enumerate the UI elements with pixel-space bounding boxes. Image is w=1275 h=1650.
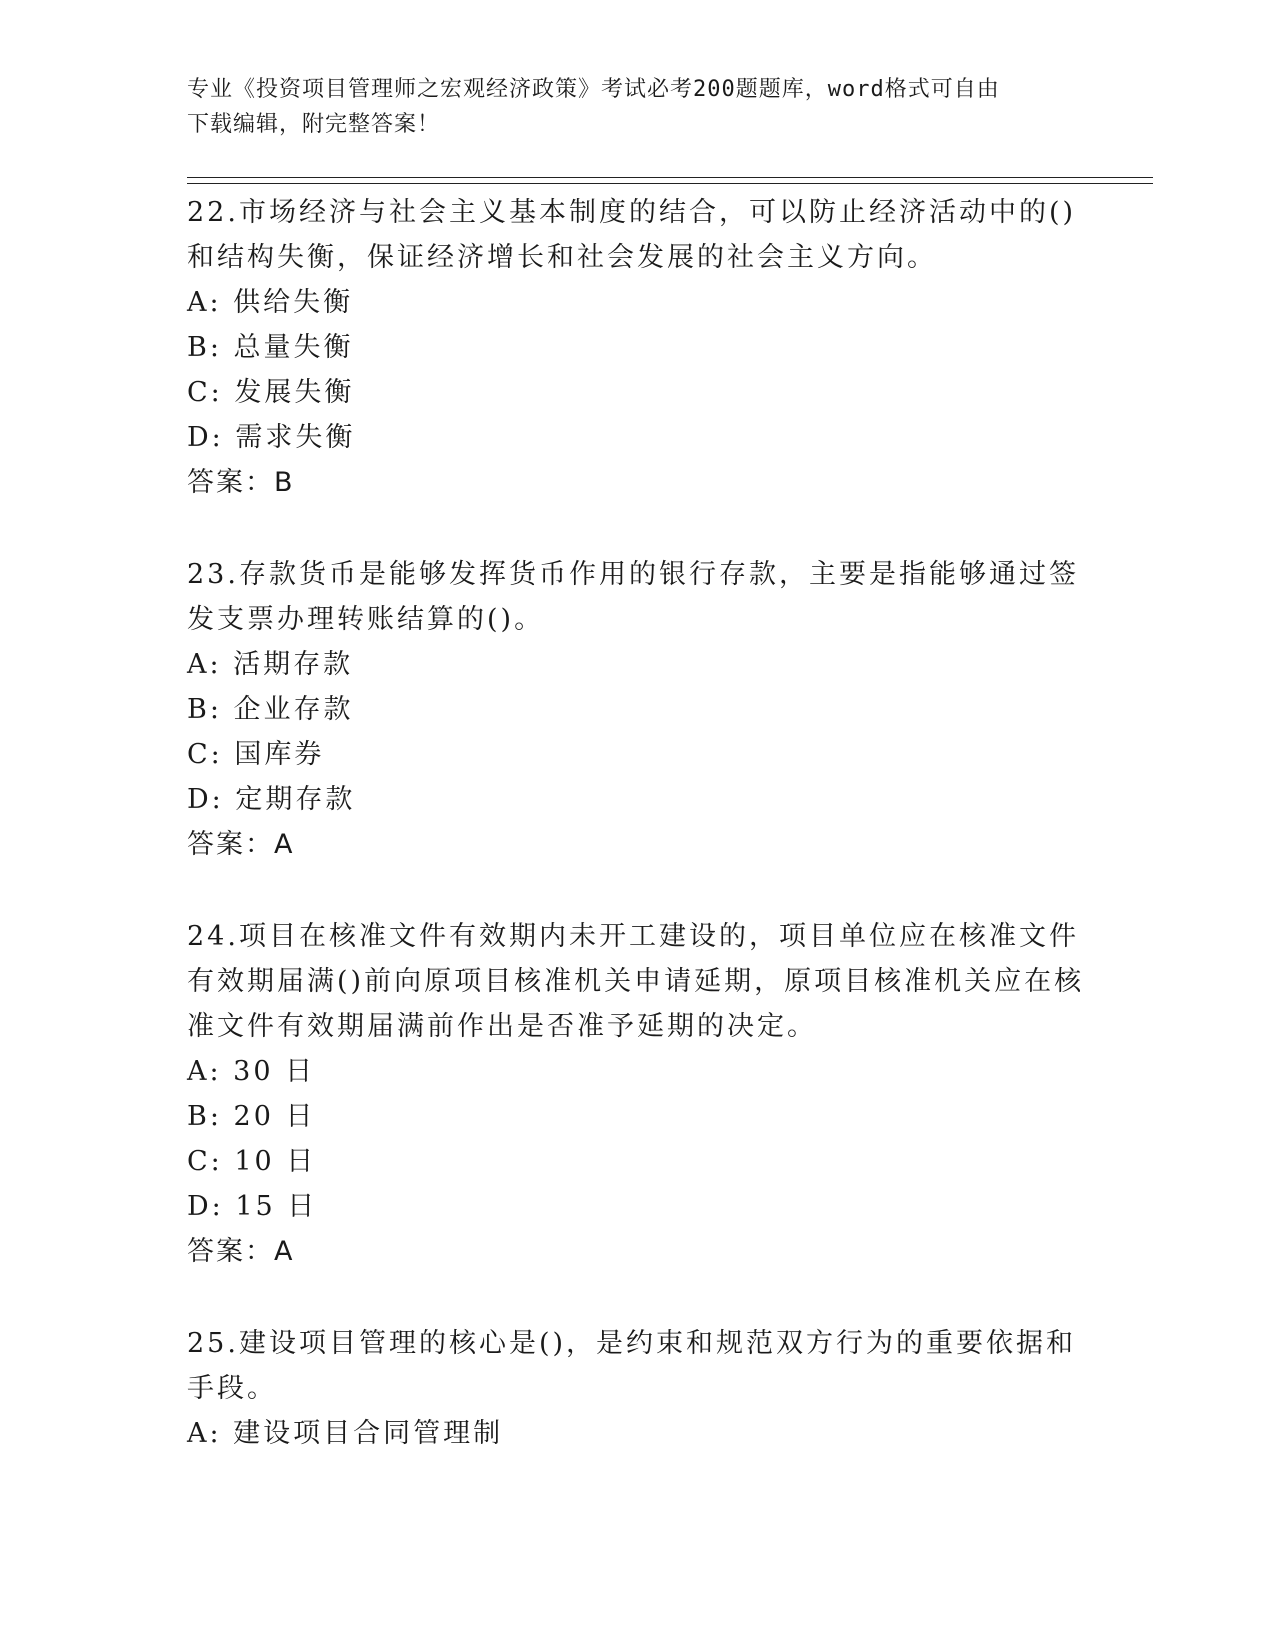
option-a: A: 供给失衡 — [187, 287, 354, 318]
option-b: B: 20 日 — [187, 1101, 316, 1132]
header-divider-bottom — [187, 183, 1153, 184]
header-line-2: 下载编辑，附完整答案！ — [187, 112, 441, 137]
question-text: 23.存款货币是能够发挥货币作用的银行存款，主要是指能够通过签发支票办理转账结算的()。 — [187, 559, 1079, 635]
question-text: 22.市场经济与社会主义基本制度的结合，可以防止经济活动中的()和结构失衡，保证经济增长和社会发展的社会主义方向。 — [187, 197, 1077, 273]
option-b: B: 企业存款 — [187, 694, 354, 725]
answer-line: 答案：B — [187, 467, 295, 498]
option-a: A: 建设项目合同管理制 — [187, 1418, 504, 1449]
option-d: D: 定期存款 — [187, 784, 356, 815]
question-22 — [187, 190, 1087, 505]
header-line-1: 专业《投资项目管理师之宏观经济政策》考试必考200题题库，word格式可自由 — [187, 77, 1000, 102]
option-d: D: 15 日 — [187, 1191, 318, 1222]
answer-line: 答案：A — [187, 1236, 295, 1267]
question-text: 24.项目在核准文件有效期内未开工建设的，项目单位应在核准文件有效期届满()前向原项目核准机关申请延期，原项目核准机关应在核准文件有效期届满前作出是否准予延期的决定。 — [187, 921, 1085, 1042]
option-a: A: 活期存款 — [187, 649, 354, 680]
option-a: A: 30 日 — [187, 1056, 316, 1087]
header-divider-top — [187, 177, 1153, 178]
question-24 — [187, 914, 1087, 1274]
question-list — [187, 190, 1087, 1503]
option-d: D: 需求失衡 — [187, 422, 356, 453]
question-text: 25.建设项目管理的核心是()，是约束和规范双方行为的重要依据和手段。 — [187, 1328, 1077, 1404]
question-25 — [187, 1321, 1087, 1456]
option-b: B: 总量失衡 — [187, 332, 354, 363]
option-c: C: 10 日 — [187, 1146, 317, 1177]
document-header — [187, 72, 1067, 142]
option-c: C: 发展失衡 — [187, 377, 355, 408]
option-c: C: 国库券 — [187, 739, 325, 770]
question-23 — [187, 552, 1087, 867]
answer-line: 答案：A — [187, 829, 295, 860]
